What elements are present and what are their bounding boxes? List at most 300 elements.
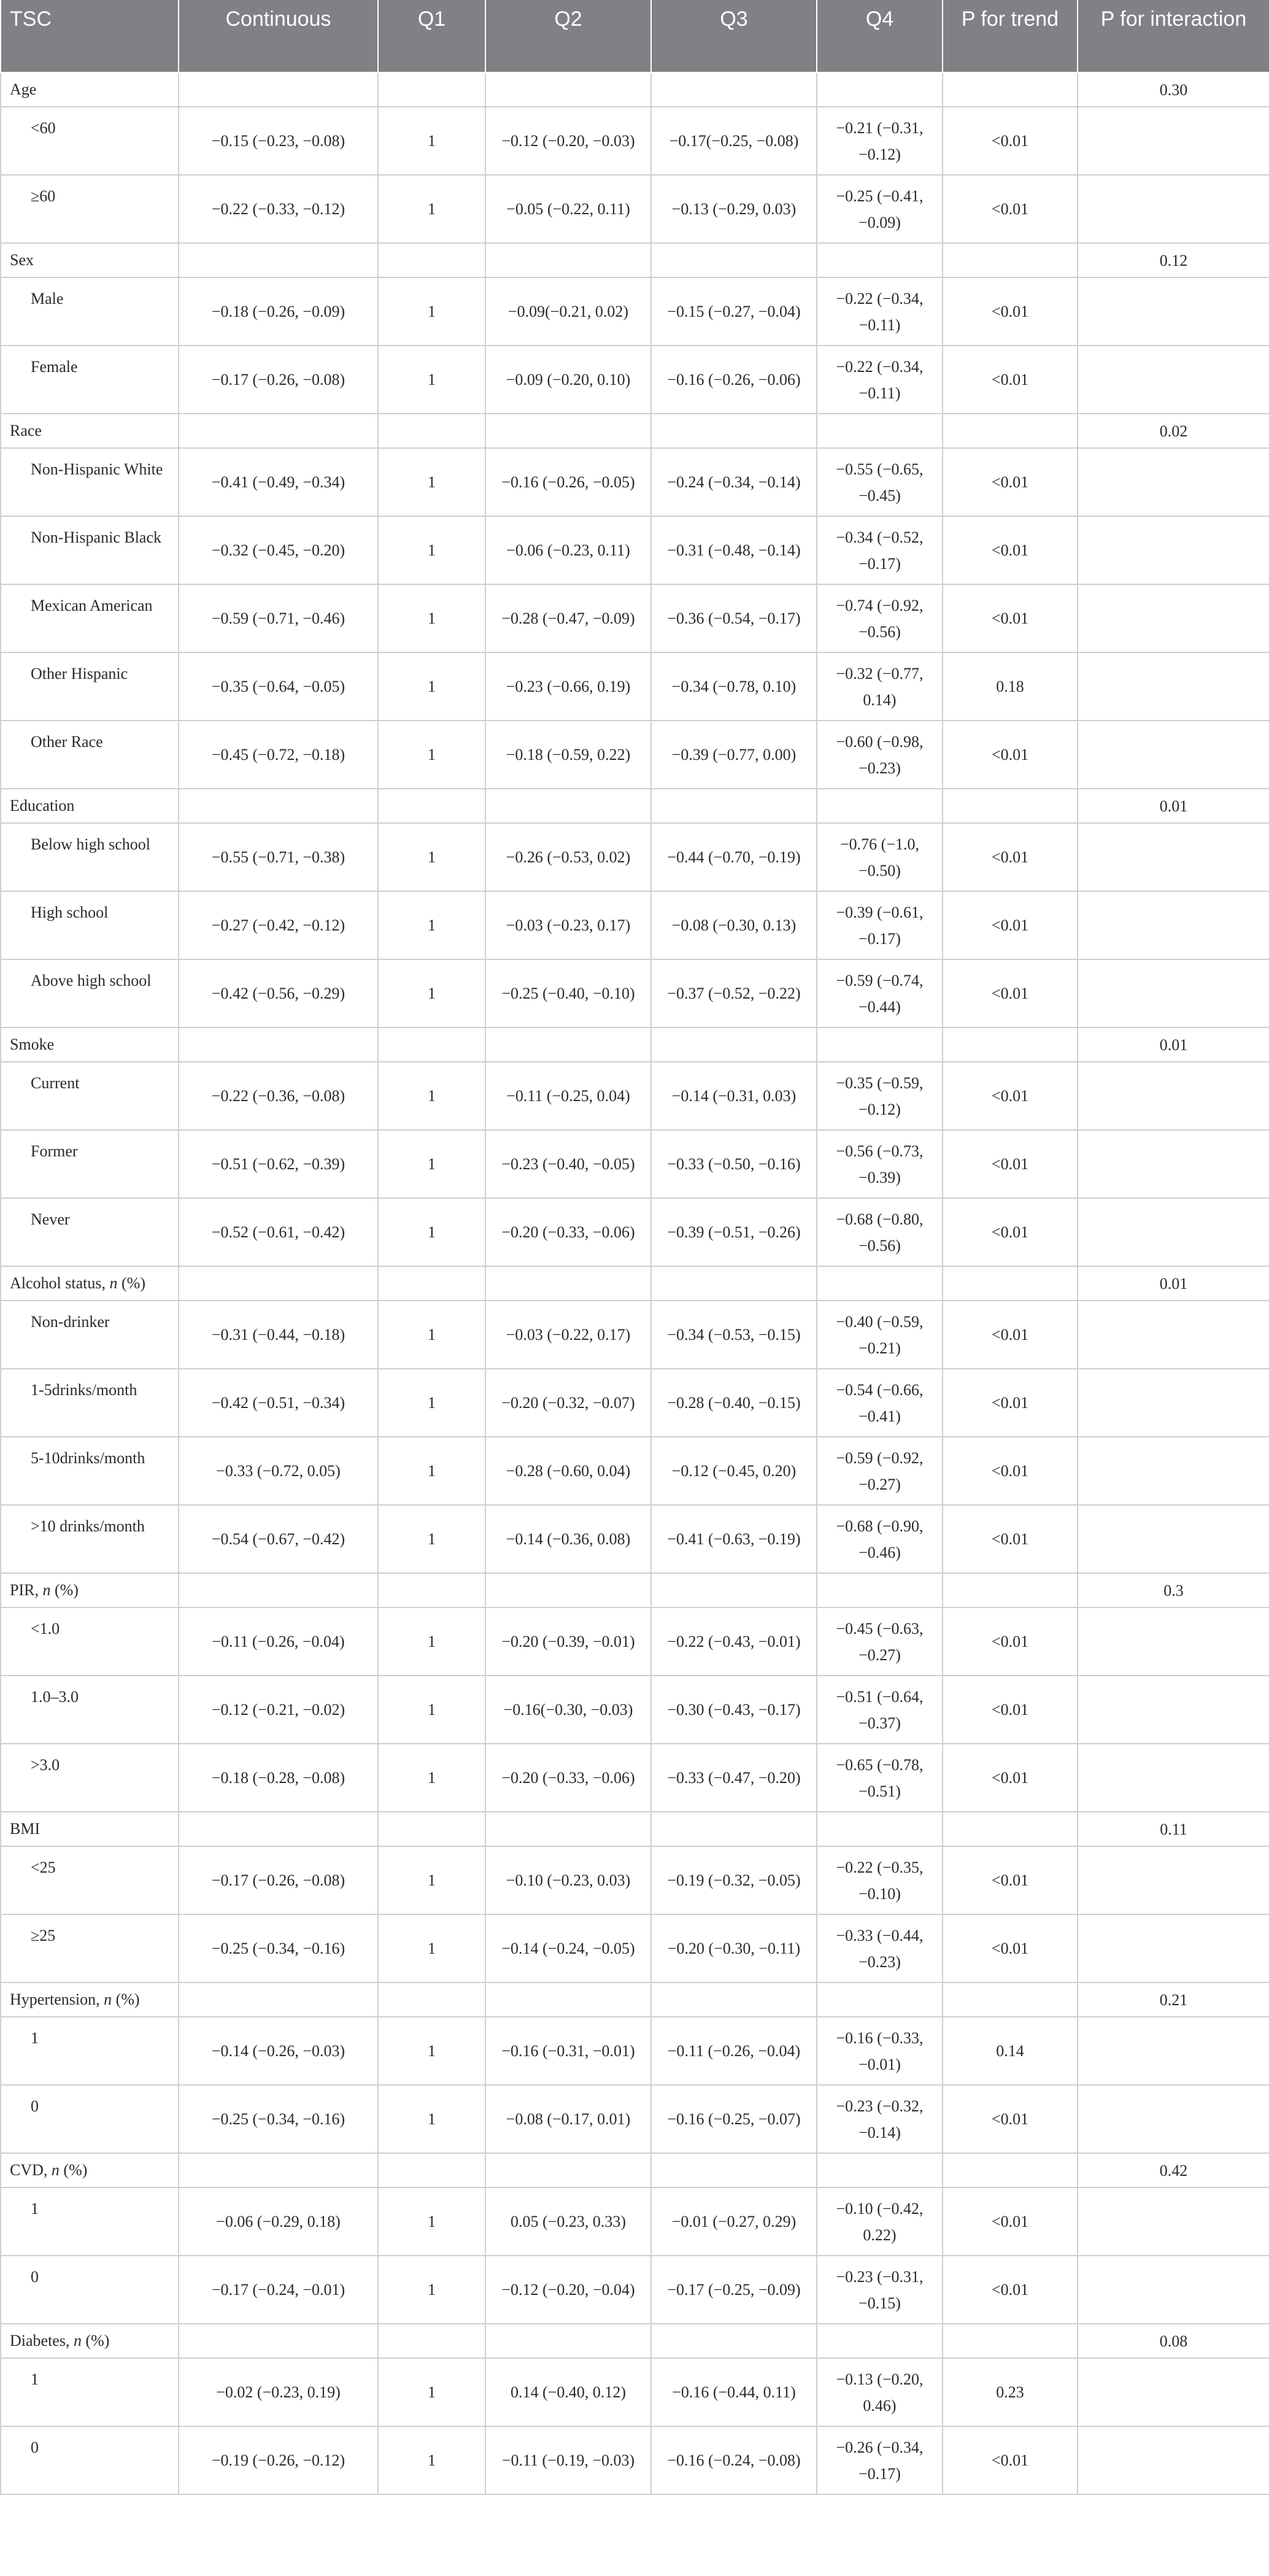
p-interaction-cell <box>1078 2187 1269 2256</box>
q3-cell: −0.28 (−0.40, −0.15) <box>651 1369 817 1437</box>
q4-cell: −0.21 (−0.31, −0.12) <box>817 107 943 175</box>
continuous-cell: −0.54 (−0.67, −0.42) <box>179 1505 378 1573</box>
q1-cell: 1 <box>378 1130 485 1198</box>
row-label: 1 <box>1 2187 179 2256</box>
q4-cell: −0.68 (−0.90, −0.46) <box>817 1505 943 1573</box>
continuous-cell: −0.35 (−0.64, −0.05) <box>179 652 378 721</box>
p-trend-cell: <0.01 <box>943 959 1078 1027</box>
group-label <box>1 1573 179 1607</box>
q1-cell: 1 <box>378 959 485 1027</box>
q2-cell <box>485 1266 651 1301</box>
n-symbol: n <box>73 2332 82 2350</box>
group-row <box>1 2324 1269 2358</box>
group-label-suffix: (%) <box>50 1581 79 1599</box>
p-trend-cell: <0.01 <box>943 107 1078 175</box>
q3-cell: −0.17 (−0.25, −0.09) <box>651 2256 817 2324</box>
q4-cell: −0.45 (−0.63, −0.27) <box>817 1607 943 1676</box>
table-row <box>1 584 1269 652</box>
p-interaction-cell <box>1078 107 1269 175</box>
q1-cell: 1 <box>378 1607 485 1676</box>
p-interaction-cell: 0.02 <box>1078 414 1269 448</box>
q4-cell: −0.56 (−0.73, −0.39) <box>817 1130 943 1198</box>
q2-cell <box>485 2153 651 2187</box>
header-continuous: Continuous <box>179 0 378 72</box>
p-trend-cell: <0.01 <box>943 1607 1078 1676</box>
continuous-cell <box>179 1027 378 1062</box>
q1-cell: 1 <box>378 2187 485 2256</box>
group-label <box>1 243 179 277</box>
continuous-cell: −0.17 (−0.26, −0.08) <box>179 1846 378 1914</box>
q3-cell <box>651 1982 817 2017</box>
continuous-cell <box>179 414 378 448</box>
p-interaction-cell <box>1078 1914 1269 1982</box>
table-row <box>1 1914 1269 1982</box>
table-row <box>1 1846 1269 1914</box>
q1-cell <box>378 1982 485 2017</box>
q1-cell <box>378 1027 485 1062</box>
p-interaction-cell <box>1078 1607 1269 1676</box>
continuous-cell: −0.55 (−0.71, −0.38) <box>179 823 378 891</box>
q2-cell: −0.06 (−0.23, 0.11) <box>485 516 651 584</box>
table-row <box>1 2017 1269 2085</box>
q2-cell: 0.14 (−0.40, 0.12) <box>485 2358 651 2426</box>
p-trend-cell <box>943 414 1078 448</box>
p-trend-cell <box>943 2153 1078 2187</box>
continuous-cell: −0.06 (−0.29, 0.18) <box>179 2187 378 2256</box>
q3-cell: −0.34 (−0.53, −0.15) <box>651 1301 817 1369</box>
p-trend-cell: 0.23 <box>943 2358 1078 2426</box>
table-row <box>1 1198 1269 1266</box>
p-interaction-cell <box>1078 891 1269 959</box>
q2-cell: −0.28 (−0.47, −0.09) <box>485 584 651 652</box>
header-p-interaction: P for interaction <box>1078 0 1269 72</box>
continuous-cell: −0.31 (−0.44, −0.18) <box>179 1301 378 1369</box>
p-trend-cell: <0.01 <box>943 1369 1078 1437</box>
p-interaction-cell <box>1078 584 1269 652</box>
group-row <box>1 1812 1269 1846</box>
continuous-cell: −0.52 (−0.61, −0.42) <box>179 1198 378 1266</box>
q1-cell: 1 <box>378 2358 485 2426</box>
row-label: <25 <box>1 1846 179 1914</box>
q4-cell: −0.16 (−0.33, −0.01) <box>817 2017 943 2085</box>
q2-cell <box>485 1027 651 1062</box>
q2-cell <box>485 414 651 448</box>
q3-cell <box>651 1812 817 1846</box>
table-row <box>1 2426 1269 2494</box>
p-trend-cell: <0.01 <box>943 584 1078 652</box>
q2-cell: −0.03 (−0.23, 0.17) <box>485 891 651 959</box>
q3-cell: −0.33 (−0.47, −0.20) <box>651 1744 817 1812</box>
q2-cell: −0.09(−0.21, 0.02) <box>485 277 651 346</box>
p-trend-cell: 0.18 <box>943 652 1078 721</box>
p-trend-cell: <0.01 <box>943 346 1078 414</box>
p-interaction-cell: 0.08 <box>1078 2324 1269 2358</box>
table-row <box>1 2085 1269 2153</box>
p-trend-cell <box>943 2324 1078 2358</box>
header-p-trend: P for trend <box>943 0 1078 72</box>
q4-cell <box>817 2324 943 2358</box>
q1-cell: 1 <box>378 277 485 346</box>
q4-cell: −0.22 (−0.34, −0.11) <box>817 277 943 346</box>
q2-cell <box>485 243 651 277</box>
q1-cell <box>378 1573 485 1607</box>
q2-cell <box>485 2324 651 2358</box>
group-label <box>1 1982 179 2017</box>
q1-cell: 1 <box>378 448 485 516</box>
q2-cell: −0.18 (−0.59, 0.22) <box>485 721 651 789</box>
p-interaction-cell <box>1078 2256 1269 2324</box>
continuous-cell: −0.14 (−0.26, −0.03) <box>179 2017 378 2085</box>
row-label: Non-Hispanic Black <box>1 516 179 584</box>
group-label-suffix: (%) <box>59 2161 88 2179</box>
continuous-cell: −0.59 (−0.71, −0.46) <box>179 584 378 652</box>
q4-cell: −0.74 (−0.92, −0.56) <box>817 584 943 652</box>
q1-cell: 1 <box>378 516 485 584</box>
q3-cell: −0.15 (−0.27, −0.04) <box>651 277 817 346</box>
q3-cell <box>651 2324 817 2358</box>
q2-cell: −0.25 (−0.40, −0.10) <box>485 959 651 1027</box>
p-interaction-cell: 0.30 <box>1078 72 1269 107</box>
table-row <box>1 1062 1269 1130</box>
p-interaction-cell <box>1078 1062 1269 1130</box>
q2-cell: −0.16 (−0.31, −0.01) <box>485 2017 651 2085</box>
q2-cell: −0.28 (−0.60, 0.04) <box>485 1437 651 1505</box>
p-interaction-cell: 0.01 <box>1078 1027 1269 1062</box>
group-label-text: Smoke <box>10 1035 55 1053</box>
group-row <box>1 789 1269 823</box>
q2-cell: −0.03 (−0.22, 0.17) <box>485 1301 651 1369</box>
group-label-text: Race <box>10 422 42 439</box>
group-row <box>1 1982 1269 2017</box>
row-label: Above high school <box>1 959 179 1027</box>
q3-cell: −0.36 (−0.54, −0.17) <box>651 584 817 652</box>
q4-cell: −0.25 (−0.41, −0.09) <box>817 175 943 243</box>
table-row <box>1 721 1269 789</box>
q4-cell: −0.60 (−0.98, −0.23) <box>817 721 943 789</box>
continuous-cell: −0.12 (−0.21, −0.02) <box>179 1676 378 1744</box>
q3-cell <box>651 1573 817 1607</box>
p-trend-cell: <0.01 <box>943 823 1078 891</box>
q3-cell: −0.37 (−0.52, −0.22) <box>651 959 817 1027</box>
p-trend-cell <box>943 1812 1078 1846</box>
row-label: Male <box>1 277 179 346</box>
q4-cell: −0.59 (−0.74, −0.44) <box>817 959 943 1027</box>
q4-cell: −0.40 (−0.59, −0.21) <box>817 1301 943 1369</box>
q1-cell <box>378 72 485 107</box>
p-trend-cell <box>943 72 1078 107</box>
group-label <box>1 414 179 448</box>
q4-cell <box>817 1573 943 1607</box>
p-interaction-cell: 0.21 <box>1078 1982 1269 2017</box>
q4-cell: −0.65 (−0.78, −0.51) <box>817 1744 943 1812</box>
q1-cell: 1 <box>378 1744 485 1812</box>
p-interaction-cell <box>1078 1676 1269 1744</box>
q3-cell: −0.30 (−0.43, −0.17) <box>651 1676 817 1744</box>
q2-cell: −0.23 (−0.40, −0.05) <box>485 1130 651 1198</box>
continuous-cell: −0.17 (−0.26, −0.08) <box>179 346 378 414</box>
q4-cell <box>817 414 943 448</box>
p-trend-cell <box>943 1573 1078 1607</box>
n-symbol: n <box>42 1581 51 1599</box>
p-trend-cell: <0.01 <box>943 2085 1078 2153</box>
q1-cell: 1 <box>378 1198 485 1266</box>
continuous-cell <box>179 243 378 277</box>
q1-cell: 1 <box>378 1914 485 1982</box>
p-trend-cell: <0.01 <box>943 277 1078 346</box>
table-row <box>1 959 1269 1027</box>
q2-cell: −0.12 (−0.20, −0.03) <box>485 107 651 175</box>
group-label-text: Education <box>10 797 75 814</box>
q3-cell: −0.12 (−0.45, 0.20) <box>651 1437 817 1505</box>
q3-cell: −0.14 (−0.31, 0.03) <box>651 1062 817 1130</box>
table-row <box>1 1676 1269 1744</box>
q4-cell: −0.34 (−0.52, −0.17) <box>817 516 943 584</box>
table-row <box>1 1607 1269 1676</box>
group-label-suffix: (%) <box>117 1274 145 1292</box>
p-interaction-cell: 0.11 <box>1078 1812 1269 1846</box>
q1-cell: 1 <box>378 721 485 789</box>
p-trend-cell: <0.01 <box>943 721 1078 789</box>
continuous-cell <box>179 1982 378 2017</box>
continuous-cell: −0.17 (−0.24, −0.01) <box>179 2256 378 2324</box>
q4-cell: −0.32 (−0.77, 0.14) <box>817 652 943 721</box>
group-row <box>1 1027 1269 1062</box>
row-label: 1 <box>1 2017 179 2085</box>
p-trend-cell: <0.01 <box>943 448 1078 516</box>
q1-cell: 1 <box>378 823 485 891</box>
p-trend-cell: 0.14 <box>943 2017 1078 2085</box>
q1-cell: 1 <box>378 584 485 652</box>
q2-cell: −0.26 (−0.53, 0.02) <box>485 823 651 891</box>
q2-cell <box>485 1982 651 2017</box>
q1-cell <box>378 2153 485 2187</box>
table-row <box>1 346 1269 414</box>
p-interaction-cell <box>1078 823 1269 891</box>
q2-cell: −0.11 (−0.19, −0.03) <box>485 2426 651 2494</box>
row-label: Mexican American <box>1 584 179 652</box>
table-row <box>1 448 1269 516</box>
q4-cell: −0.10 (−0.42, 0.22) <box>817 2187 943 2256</box>
q3-cell: −0.34 (−0.78, 0.10) <box>651 652 817 721</box>
p-interaction-cell <box>1078 1130 1269 1198</box>
q1-cell: 1 <box>378 2426 485 2494</box>
group-row <box>1 2153 1269 2187</box>
q1-cell: 1 <box>378 2085 485 2153</box>
q4-cell: −0.51 (−0.64, −0.37) <box>817 1676 943 1744</box>
row-label: Below high school <box>1 823 179 891</box>
q4-cell <box>817 1027 943 1062</box>
q3-cell: −0.01 (−0.27, 0.29) <box>651 2187 817 2256</box>
q3-cell: −0.08 (−0.30, 0.13) <box>651 891 817 959</box>
q2-cell <box>485 72 651 107</box>
p-interaction-cell <box>1078 175 1269 243</box>
continuous-cell <box>179 2153 378 2187</box>
p-trend-cell: <0.01 <box>943 1062 1078 1130</box>
table-row <box>1 891 1269 959</box>
q1-cell <box>378 2324 485 2358</box>
q1-cell: 1 <box>378 652 485 721</box>
q4-cell: −0.23 (−0.32, −0.14) <box>817 2085 943 2153</box>
q4-cell: −0.54 (−0.66, −0.41) <box>817 1369 943 1437</box>
p-interaction-cell <box>1078 2085 1269 2153</box>
p-trend-cell: <0.01 <box>943 516 1078 584</box>
group-row <box>1 72 1269 107</box>
group-label <box>1 2153 179 2187</box>
continuous-cell: −0.25 (−0.34, −0.16) <box>179 1914 378 1982</box>
continuous-cell: −0.02 (−0.23, 0.19) <box>179 2358 378 2426</box>
p-interaction-cell: 0.3 <box>1078 1573 1269 1607</box>
header-q4: Q4 <box>817 0 943 72</box>
row-label: ≥25 <box>1 1914 179 1982</box>
q1-cell <box>378 1266 485 1301</box>
p-interaction-cell <box>1078 516 1269 584</box>
table-row <box>1 2187 1269 2256</box>
p-trend-cell: <0.01 <box>943 891 1078 959</box>
q2-cell: −0.20 (−0.33, −0.06) <box>485 1744 651 1812</box>
p-trend-cell: <0.01 <box>943 1846 1078 1914</box>
q2-cell: −0.23 (−0.66, 0.19) <box>485 652 651 721</box>
group-label <box>1 2324 179 2358</box>
row-label: <60 <box>1 107 179 175</box>
p-trend-cell: <0.01 <box>943 2187 1078 2256</box>
table-row <box>1 516 1269 584</box>
continuous-cell: −0.25 (−0.34, −0.16) <box>179 2085 378 2153</box>
table-row <box>1 1130 1269 1198</box>
q3-cell: −0.13 (−0.29, 0.03) <box>651 175 817 243</box>
q4-cell <box>817 1982 943 2017</box>
group-label-text: PIR, <box>10 1581 43 1599</box>
row-label: Other Hispanic <box>1 652 179 721</box>
p-interaction-cell <box>1078 346 1269 414</box>
continuous-cell: −0.19 (−0.26, −0.12) <box>179 2426 378 2494</box>
table-row <box>1 1369 1269 1437</box>
q4-cell: −0.35 (−0.59, −0.12) <box>817 1062 943 1130</box>
p-trend-cell: <0.01 <box>943 175 1078 243</box>
q2-cell: −0.14 (−0.24, −0.05) <box>485 1914 651 1982</box>
p-trend-cell: <0.01 <box>943 2256 1078 2324</box>
p-trend-cell <box>943 1982 1078 2017</box>
q2-cell: −0.10 (−0.23, 0.03) <box>485 1846 651 1914</box>
continuous-cell <box>179 1266 378 1301</box>
n-symbol: n <box>51 2161 60 2179</box>
q3-cell <box>651 789 817 823</box>
row-label: Other Race <box>1 721 179 789</box>
p-interaction-cell <box>1078 1744 1269 1812</box>
continuous-cell: −0.42 (−0.51, −0.34) <box>179 1369 378 1437</box>
continuous-cell: −0.45 (−0.72, −0.18) <box>179 721 378 789</box>
table-row <box>1 1744 1269 1812</box>
group-row <box>1 243 1269 277</box>
continuous-cell: −0.15 (−0.23, −0.08) <box>179 107 378 175</box>
n-symbol: n <box>104 1990 112 2008</box>
group-label <box>1 72 179 107</box>
q2-cell: −0.11 (−0.25, 0.04) <box>485 1062 651 1130</box>
group-label <box>1 1812 179 1846</box>
q4-cell <box>817 1812 943 1846</box>
table-row <box>1 175 1269 243</box>
p-interaction-cell <box>1078 1369 1269 1437</box>
table-row <box>1 823 1269 891</box>
q4-cell: −0.76 (−1.0, −0.50) <box>817 823 943 891</box>
p-interaction-cell <box>1078 1846 1269 1914</box>
p-trend-cell <box>943 1027 1078 1062</box>
q2-cell: −0.16 (−0.26, −0.05) <box>485 448 651 516</box>
n-symbol: n <box>109 1274 118 1292</box>
q3-cell: −0.22 (−0.43, −0.01) <box>651 1607 817 1676</box>
q1-cell <box>378 243 485 277</box>
p-trend-cell: <0.01 <box>943 1301 1078 1369</box>
row-label: >10 drinks/month <box>1 1505 179 1573</box>
q2-cell <box>485 789 651 823</box>
group-row <box>1 1573 1269 1607</box>
header-q3: Q3 <box>651 0 817 72</box>
q1-cell: 1 <box>378 2256 485 2324</box>
q4-cell: −0.23 (−0.31, −0.15) <box>817 2256 943 2324</box>
q2-cell: −0.20 (−0.32, −0.07) <box>485 1369 651 1437</box>
q3-cell: −0.16 (−0.26, −0.06) <box>651 346 817 414</box>
q1-cell: 1 <box>378 346 485 414</box>
continuous-cell: −0.41 (−0.49, −0.34) <box>179 448 378 516</box>
row-label: 5-10drinks/month <box>1 1437 179 1505</box>
q3-cell: −0.39 (−0.51, −0.26) <box>651 1198 817 1266</box>
p-interaction-cell <box>1078 277 1269 346</box>
q1-cell: 1 <box>378 891 485 959</box>
group-label-suffix: (%) <box>112 1990 140 2008</box>
row-label: Non-Hispanic White <box>1 448 179 516</box>
q3-cell: −0.16 (−0.44, 0.11) <box>651 2358 817 2426</box>
q1-cell: 1 <box>378 107 485 175</box>
group-label-text: Sex <box>10 251 34 269</box>
continuous-cell <box>179 789 378 823</box>
q3-cell: −0.39 (−0.77, 0.00) <box>651 721 817 789</box>
row-label: Former <box>1 1130 179 1198</box>
continuous-cell: −0.33 (−0.72, 0.05) <box>179 1437 378 1505</box>
q4-cell: −0.26 (−0.34, −0.17) <box>817 2426 943 2494</box>
row-label: 0 <box>1 2085 179 2153</box>
q2-cell: −0.14 (−0.36, 0.08) <box>485 1505 651 1573</box>
row-label: 0 <box>1 2256 179 2324</box>
continuous-cell: −0.22 (−0.36, −0.08) <box>179 1062 378 1130</box>
row-label: Current <box>1 1062 179 1130</box>
q4-cell <box>817 789 943 823</box>
table-row <box>1 2256 1269 2324</box>
p-interaction-cell <box>1078 448 1269 516</box>
table-row <box>1 277 1269 346</box>
p-interaction-cell <box>1078 652 1269 721</box>
q2-cell: −0.12 (−0.20, −0.04) <box>485 2256 651 2324</box>
group-label-text: Hypertension, <box>10 1990 104 2008</box>
table-row <box>1 107 1269 175</box>
table-row <box>1 1437 1269 1505</box>
row-label: 0 <box>1 2426 179 2494</box>
p-trend-cell <box>943 243 1078 277</box>
q1-cell: 1 <box>378 1676 485 1744</box>
q4-cell <box>817 72 943 107</box>
group-label-text: Diabetes, <box>10 2332 74 2350</box>
group-label-text: CVD, <box>10 2161 52 2179</box>
continuous-cell <box>179 1812 378 1846</box>
continuous-cell: −0.22 (−0.33, −0.12) <box>179 175 378 243</box>
row-label: 1.0–3.0 <box>1 1676 179 1744</box>
header-tsc: TSC <box>1 0 179 72</box>
p-interaction-cell <box>1078 1437 1269 1505</box>
group-label <box>1 1266 179 1301</box>
p-trend-cell: <0.01 <box>943 2426 1078 2494</box>
p-interaction-cell <box>1078 1198 1269 1266</box>
table-row <box>1 1505 1269 1573</box>
p-trend-cell: <0.01 <box>943 1437 1078 1505</box>
q1-cell <box>378 1812 485 1846</box>
